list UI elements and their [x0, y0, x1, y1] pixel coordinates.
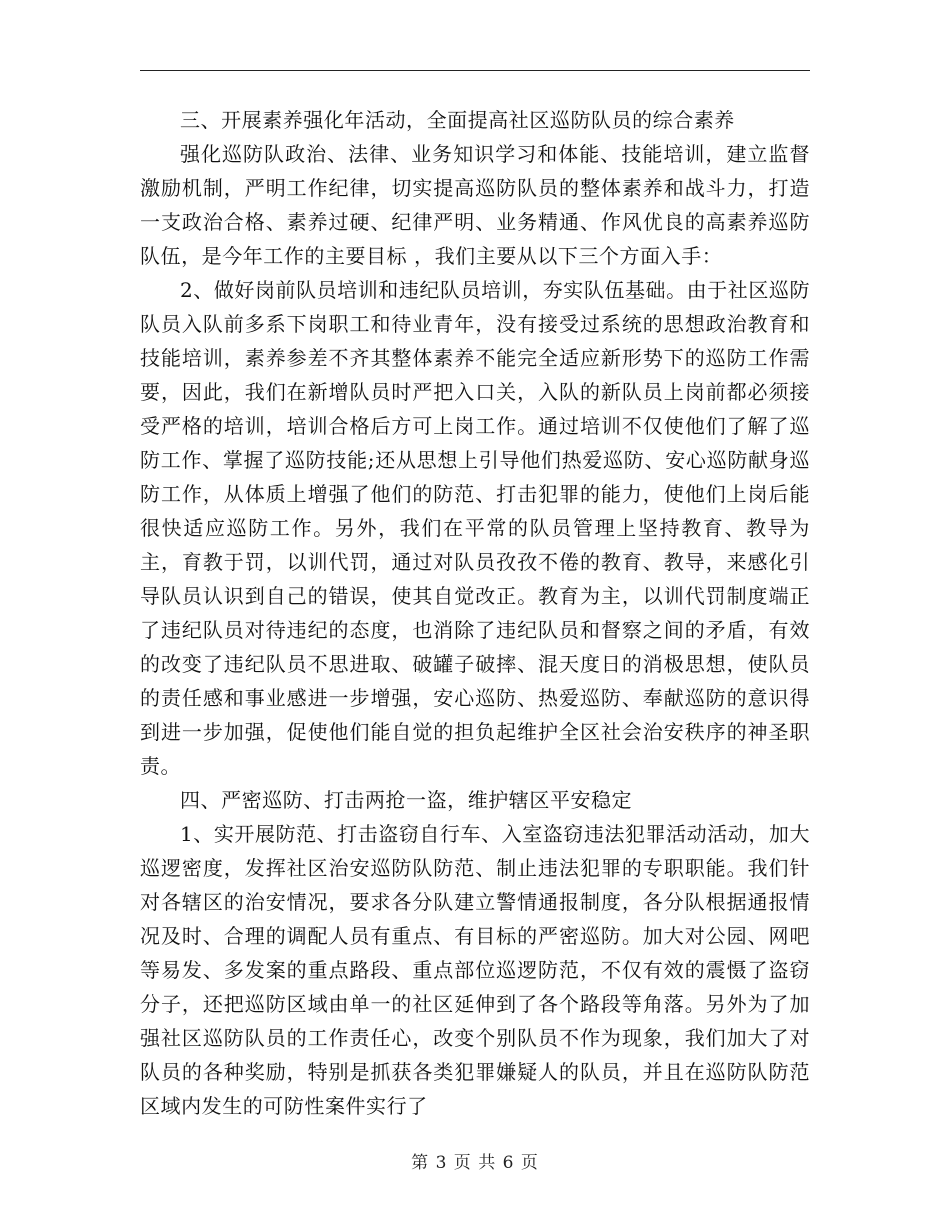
- paragraph-patrol: 1、实开展防范、打击盗窃自行车、入室盗窃违法犯罪活动活动，加大巡逻密度，发挥社区治安巡防队防范、制止违法犯罪的专职职能。我们针对各辖区的治安情况，要求各分队建立警情通报制度，各分队根据通报情况及时、合理的调配人员有重点、有目标的严密巡防。加大对公园、网吧等易发、多发案的重点路段、重点部位巡逻防范，不仅有效的震慑了盗窃分子，还把巡防区域由单一的社区延伸到了各个路段等角落。另外为了加强社区巡防队员的工作责任心，改变个别队员不作为现象，我们加大了对队员的各种奖励，特别是抓获各类犯罪嫌疑人的队员，并且在巡防队防范区域内发生的可防性案件实行了: [140, 822, 810, 1118]
- paragraph-training: 2、做好岗前队员培训和违纪队员培训，夯实队伍基础。由于社区巡防队员入队前多系下岗职工和待业青年，没有接受过系统的思想政治教育和技能培训，素养参差不齐其整体素养不能完全适应新形势下的巡防工作需要，因此，我们在新增队员时严把入口关，入队的新队员上岗前都必须接受严格的培训，培训合格后方可上岗工作。通过培训不仅使他们了解了巡防工作、掌握了巡防技能;还从思想上引导他们热爱巡防、安心巡防献身巡防工作，从体质上增强了他们的防范、打击犯罪的能力，使他们上岗后能很快适应巡防工作。另外，我们在平常的队员管理上坚持教育、教导为主，育教于罚，以训代罚，通过对队员孜孜不倦的教育、教导，来感化引导队员认识到自己的错误，使其自觉改正。教育为主，以训代罚制度端正了违纪队员对待违纪的态度，也消除了违纪队员和督察之间的矛盾，有效的改变了违纪队员不思进取、破罐子破摔、混天度日的消极思想，使队员的责任感和事业感进一步增强，安心巡防、热爱巡防、奉献巡防的意识得到进一步加强，促使他们能自觉的担负起维护全区社会治安秩序的神圣职责。: [140, 278, 810, 778]
- section-heading-four: 四、严密巡防、打击两抢一盗，维护辖区平安稳定: [180, 788, 633, 812]
- header-rule: [140, 70, 810, 71]
- page-number-footer: 第 3 页 共 6 页: [411, 1153, 539, 1173]
- document-body: [140, 103, 810, 1123]
- section-heading-three: 三、开展素养强化年活动，全面提高社区巡防队员的综合素养: [180, 108, 735, 132]
- paragraph-intro: 强化巡防队政治、法律、业务知识学习和体能、技能培训，建立监督激励机制，严明工作纪律，切实提高巡防队员的整体素养和战斗力，打造一支政治合格、素养过硬、纪律严明、业务精通、作风优良的高素养巡防队伍，是今年工作的主要目标 ，我们主要从以下三个方面入手：: [140, 142, 810, 268]
